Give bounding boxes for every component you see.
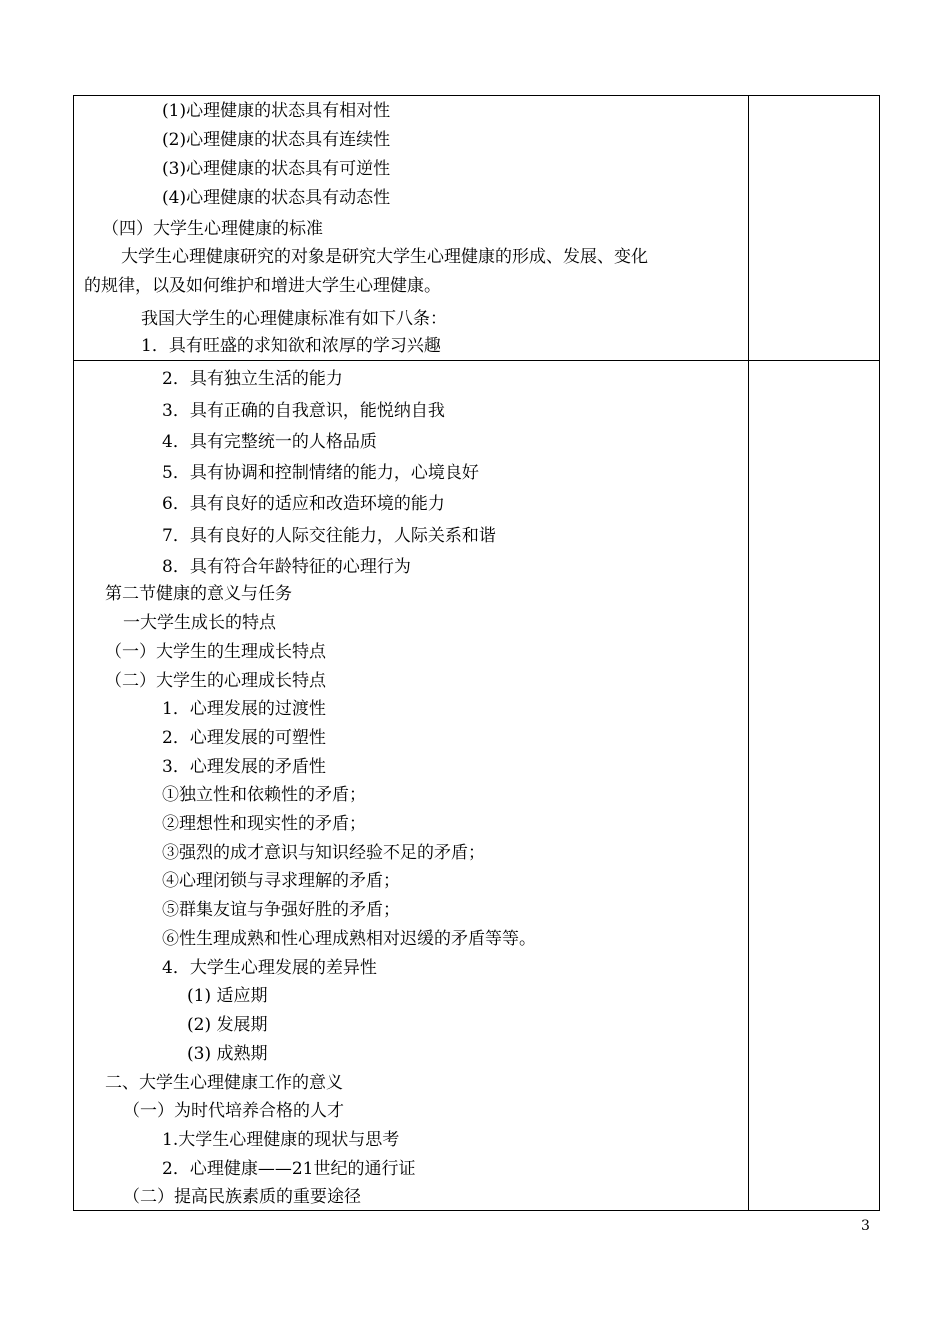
text-line: 5．具有协调和控制情绪的能力，心境良好 xyxy=(162,463,479,483)
lesson-table xyxy=(73,95,880,1211)
content-cell-bottom xyxy=(74,361,748,1210)
text-line: 8．具有符合年龄特征的心理行为 xyxy=(162,557,411,577)
text-line: 6．具有良好的适应和改造环境的能力 xyxy=(162,494,445,514)
page-number: 3 xyxy=(861,1218,870,1234)
text-line: 1.大学生心理健康的现状与思考 xyxy=(162,1130,400,1150)
text-line: （一）大学生的生理成长特点 xyxy=(105,642,326,662)
text-line: 2．心理发展的可塑性 xyxy=(162,728,326,748)
text-line: 4．大学生心理发展的差异性 xyxy=(162,958,377,978)
text-line: （二）提高民族素质的重要途径 xyxy=(123,1187,361,1207)
text-line: （一）为时代培养合格的人才 xyxy=(123,1101,344,1121)
text-line: (2) 发展期 xyxy=(187,1015,268,1035)
text-line: 1．具有旺盛的求知欲和浓厚的学习兴趣 xyxy=(141,336,441,356)
text-line: (3) 成熟期 xyxy=(187,1044,268,1064)
text-line: ④心理闭锁与寻求理解的矛盾； xyxy=(162,871,400,891)
text-line: 3．具有正确的自我意识，能悦纳自我 xyxy=(162,401,445,421)
text-line: （四）大学生心理健康的标准 xyxy=(102,219,323,239)
text-line: ①独立性和依赖性的矛盾； xyxy=(162,785,366,805)
text-line: 2．具有独立生活的能力 xyxy=(162,369,343,389)
text-line: 2．心理健康——21世纪的通行证 xyxy=(162,1159,416,1179)
text-line: 二、大学生心理健康工作的意义 xyxy=(105,1073,343,1093)
text-line: ⑥性生理成熟和性心理成熟相对迟缓的矛盾等等。 xyxy=(162,929,536,949)
text-line: 我国大学生的心理健康标准有如下八条： xyxy=(141,309,447,329)
text-line: 3．心理发展的矛盾性 xyxy=(162,757,326,777)
text-line: 1．心理发展的过渡性 xyxy=(162,699,326,719)
text-line: (4)心理健康的状态具有动态性 xyxy=(162,188,391,208)
text-line: 4．具有完整统一的人格品质 xyxy=(162,432,377,452)
text-line: ③强烈的成才意识与知识经验不足的矛盾； xyxy=(162,843,485,863)
content-cell-top xyxy=(74,96,748,360)
text-line: 第二节健康的意义与任务 xyxy=(105,584,292,604)
text-line: （二）大学生的心理成长特点 xyxy=(105,671,326,691)
text-line: 一大学生成长的特点 xyxy=(123,613,276,633)
text-line: 7．具有良好的人际交往能力，人际关系和谐 xyxy=(162,526,496,546)
text-line: 大学生心理健康研究的对象是研究大学生心理健康的形成、发展、变化 xyxy=(121,247,648,267)
column-divider xyxy=(748,96,749,1210)
text-line: (1)心理健康的状态具有相对性 xyxy=(162,101,391,121)
text-line: ②理想性和现实性的矛盾； xyxy=(162,814,366,834)
text-line: 的规律，以及如何维护和增进大学生心理健康。 xyxy=(84,276,441,296)
text-line: (3)心理健康的状态具有可逆性 xyxy=(162,159,391,179)
text-line: (1) 适应期 xyxy=(187,986,268,1006)
text-line: ⑤群集友谊与争强好胜的矛盾； xyxy=(162,900,400,920)
text-line: (2)心理健康的状态具有连续性 xyxy=(162,130,391,150)
